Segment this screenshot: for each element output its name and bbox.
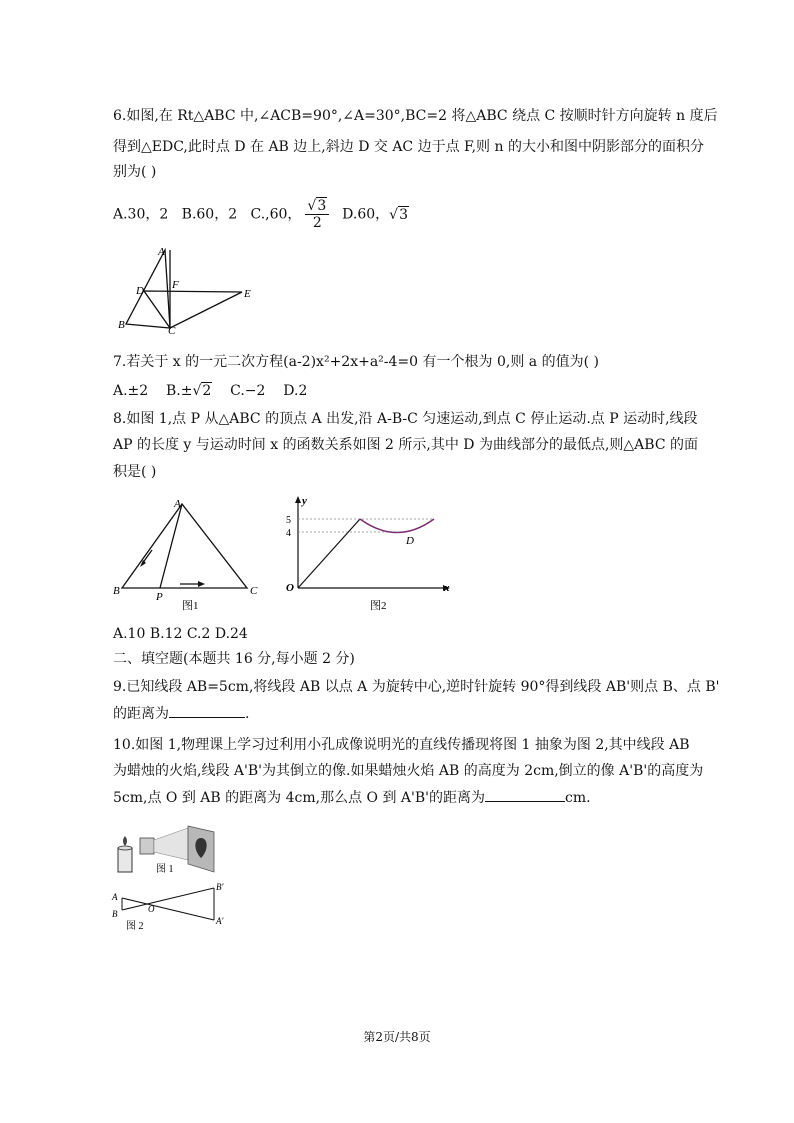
q6-option-b: B.60，2	[181, 206, 238, 223]
q10-light-cone	[154, 828, 188, 860]
q10-fig2-label-b-prime: B′	[216, 882, 224, 892]
q6-triangle-edc	[144, 291, 242, 328]
q8-text-line3: 积是( )	[113, 464, 157, 480]
q9-text-line1: 9.已知线段 AB=5cm,将线段 AB 以点 A 为旋转中心,逆时针旋转 90°得到线段 AB'则点 B、点 B'	[113, 679, 720, 695]
q7-option-b-sqrt: √2	[192, 383, 212, 399]
q10-figure-2-diagram	[111, 882, 224, 932]
q6-text-line3: 别为( )	[113, 164, 157, 180]
section-2-heading: 二、填空题(本题共 16 分,每小题 2 分)	[113, 651, 355, 667]
q10-text-prefix: 5cm,点 O 到 AB 的距离为 4cm,那么点 O 到 A'B'的距离为	[113, 790, 485, 806]
q8-text-line2: AP 的长度 y 与运动时间 x 的函数关系如图 2 所示,其中 D 为曲线部分的最低点,则△ABC 的面	[113, 437, 699, 453]
q8-fig2-caption: 图2	[370, 600, 387, 612]
q9-text-prefix: 的距离为	[113, 706, 169, 722]
q6-option-d-radicand: 3	[399, 206, 409, 223]
q6-label-f: F	[172, 279, 179, 291]
q10-fig2-label-b: B	[112, 909, 118, 919]
q8-fig1-label-b: B	[113, 585, 120, 597]
q10-fig2-label-o: O	[148, 904, 155, 914]
q8-fig1-caption: 图1	[182, 600, 199, 612]
q8-fig2-label-d: D	[406, 535, 414, 547]
q6-label-c: C	[168, 325, 176, 337]
q8-segment-ap	[160, 504, 182, 588]
q10-figure	[110, 826, 250, 936]
q10-candle-body	[118, 848, 132, 872]
q6-option-c-numerator: 3	[317, 198, 327, 214]
q10-candle-top	[118, 846, 132, 850]
q6-text-line1: 6.如图,在 Rt△ABC 中,∠ACB=90°,∠A=30°,BC=2 将△ABC 绕点 C 按顺时针方向旋转 n 度后	[113, 108, 718, 124]
q7-option-b: B.±	[166, 383, 193, 399]
q10-text-suffix: cm.	[565, 790, 591, 806]
q6-label-b: B	[118, 319, 125, 331]
q9-answer-blank[interactable]	[169, 703, 245, 718]
q8-arrowhead-bc	[198, 581, 205, 587]
q8-options: A.10 B.12 C.2 D.24	[113, 626, 248, 642]
q8-fig1-label-a: A	[174, 498, 181, 510]
q6-option-c-denominator: 2	[312, 215, 322, 231]
q10-text-line1: 10.如图 1,物理课上学习过利用小孔成像说明光的直线传播现将图 1 抽象为图 2,其中线段 AB	[113, 737, 690, 753]
q8-curve	[360, 519, 434, 533]
q10-answer-blank[interactable]	[485, 787, 565, 802]
q6-option-a: A.30，2	[113, 206, 169, 223]
q7-option-a: A.±2	[113, 383, 149, 399]
q7-options	[113, 379, 307, 403]
q10-fig2-label-a-prime: A′	[216, 916, 224, 926]
q8-fig2-label-o: O	[286, 582, 294, 594]
q6-option-c: C.,60，	[250, 206, 302, 223]
q6-text-line2: 得到△EDC,此时点 D 在 AB 边上,斜边 D 交 AC 边于点 F,则 n 的大小和图中阴影部分的面积分	[113, 139, 704, 155]
q10-ray-a	[122, 898, 214, 920]
q6-option-d: D.60，	[342, 206, 390, 223]
q10-candle-flame	[123, 836, 127, 846]
q10-ray-b	[122, 888, 214, 910]
q6-option-c-fraction: $\frac{√3}{2}$	[305, 198, 329, 231]
q6-label-a: A	[158, 246, 165, 258]
q10-fig2-label-a: A	[112, 892, 118, 902]
page-footer: 第2页/共8页	[363, 1030, 431, 1044]
q8-fig2-label-x: x	[444, 582, 450, 594]
q8-figure-1	[110, 494, 270, 616]
q9-text-suffix: .	[245, 706, 250, 722]
q8-triangle-abc	[122, 504, 247, 588]
q10-figure-1-illustration	[118, 826, 214, 875]
q7-text-line1: 7.若关于 x 的一元二次方程(a-2)x²+2x+a²-4=0 有一个根为 0,则 a 的值为( )	[113, 354, 599, 370]
q7-option-b-radicand: 2	[202, 383, 212, 399]
q9-text-line2	[113, 703, 249, 724]
q10-pinhole-box	[140, 838, 154, 854]
q8-text-line1: 8.如图 1,点 P 从△ABC 的顶点 A 出发,沿 A-B-C 匀速运动,到点 C 停止运动.点 P 运动时,线段	[113, 411, 698, 427]
q7-option-d: D.2	[283, 383, 308, 399]
q8-fig2-tick-4: 4	[286, 528, 291, 539]
q6-option-d-sqrt: √3	[389, 206, 409, 223]
q8-figure-2	[280, 492, 460, 616]
q8-fig2-label-y: y	[302, 495, 307, 507]
q8-fig1-label-p: P	[156, 591, 163, 603]
q6-options	[113, 198, 409, 231]
q10-fig1-caption: 图 1	[156, 864, 174, 875]
q6-label-e: E	[244, 288, 251, 300]
q10-text-line2: 为蜡烛的火焰,线段 A'B'为其倒立的像.如果蜡烛火焰 AB 的高度为 2cm,倒立的像 A'B'的高度为	[113, 763, 704, 779]
q6-label-d: D	[136, 285, 144, 297]
q8-fig1-label-c: C	[250, 585, 258, 597]
q8-fig2-tick-5: 5	[286, 515, 291, 526]
q7-option-c: C.−2	[230, 383, 266, 399]
q10-text-line3	[113, 787, 591, 808]
q8-linear-segment	[298, 519, 360, 588]
q8-y-arrowhead	[295, 496, 301, 503]
q10-fig2-caption: 图 2	[126, 921, 144, 932]
q6-triangle-figure	[110, 244, 260, 336]
q6-triangle-abc	[126, 250, 170, 328]
